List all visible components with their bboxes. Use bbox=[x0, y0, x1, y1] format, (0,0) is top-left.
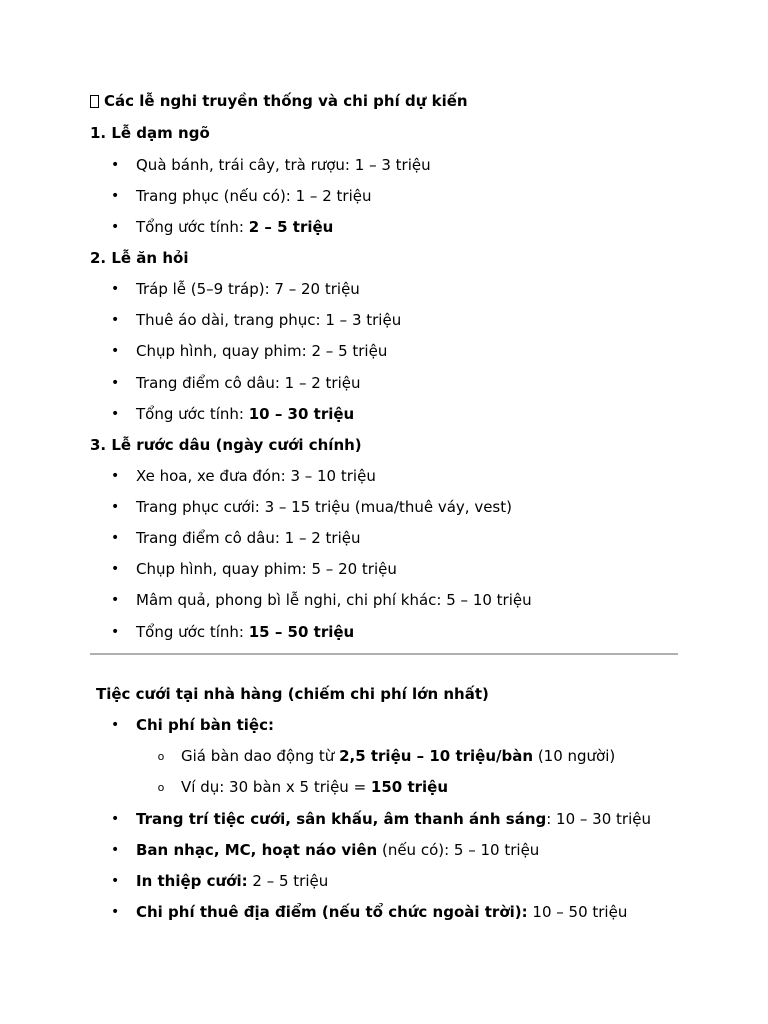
band-cost: (nếu có): 5 – 10 triệu bbox=[377, 841, 540, 859]
list-item: Quà bánh, trái cây, trà rượu: 1 – 3 triệu bbox=[136, 156, 431, 174]
band-label: Ban nhạc, MC, hoạt náo viên bbox=[136, 841, 378, 859]
example-value: 150 triệu bbox=[370, 778, 449, 796]
section-1-total bbox=[136, 217, 333, 237]
decor-label: Trang trí tiệc cưới, sân khấu, âm thanh ánh sáng bbox=[136, 810, 547, 828]
heading-text: Các lễ nghi truyền thống và chi phí dự kiến bbox=[104, 92, 468, 110]
venue-cost: 10 – 50 triệu bbox=[527, 903, 628, 921]
bullet-icon bbox=[111, 497, 119, 515]
total-label: Tổng ước tính: bbox=[136, 405, 249, 423]
section-2-title: 2. Lễ ăn hỏi bbox=[90, 249, 189, 267]
bullet-icon bbox=[111, 279, 119, 297]
bullet-icon bbox=[111, 902, 119, 920]
total-value: 10 – 30 triệu bbox=[248, 405, 355, 423]
missing-glyph-icon bbox=[90, 95, 99, 108]
invites-cost: 2 – 5 triệu bbox=[247, 872, 329, 890]
table-cost-example bbox=[181, 777, 448, 797]
venue-label: Chi phí thuê địa điểm (nếu tổ chức ngoài trời): bbox=[136, 903, 528, 921]
list-item: Thuê áo dài, trang phục: 1 – 3 triệu bbox=[136, 311, 402, 329]
reception-title: Tiệc cưới tại nhà hàng (chiếm chi phí lớn nhất) bbox=[96, 685, 489, 703]
invites-label: In thiệp cưới: bbox=[136, 872, 248, 890]
table-cost-label: Chi phí bàn tiệc: bbox=[136, 716, 274, 734]
list-item: Xe hoa, xe đưa đón: 3 – 10 triệu bbox=[136, 467, 376, 485]
total-label: Tổng ước tính: bbox=[136, 623, 249, 641]
bullet-icon bbox=[111, 622, 119, 640]
list-item: Tráp lễ (5–9 tráp): 7 – 20 triệu bbox=[136, 280, 360, 298]
range-note: (10 người) bbox=[533, 747, 616, 765]
sub-bullet-icon bbox=[157, 777, 165, 795]
section-3-title: 3. Lễ rước dâu (ngày cưới chính) bbox=[90, 436, 362, 454]
section-1-title: 1. Lễ dạm ngõ bbox=[90, 124, 210, 142]
bullet-icon bbox=[111, 871, 119, 889]
bullet-icon bbox=[111, 715, 119, 733]
bullet-icon bbox=[111, 310, 119, 328]
list-item: Trang điểm cô dâu: 1 – 2 triệu bbox=[136, 374, 361, 392]
total-value: 2 – 5 triệu bbox=[248, 218, 334, 236]
band-item bbox=[136, 840, 539, 860]
bullet-icon bbox=[111, 809, 119, 827]
list-item: Trang phục (nếu có): 1 – 2 triệu bbox=[136, 187, 372, 205]
decor-item bbox=[136, 809, 651, 829]
venue-item bbox=[136, 902, 627, 922]
bullet-icon bbox=[111, 466, 119, 484]
bullet-icon bbox=[111, 840, 119, 858]
list-item: Trang điểm cô dâu: 1 – 2 triệu bbox=[136, 529, 361, 547]
range-value: 2,5 triệu – 10 triệu/bàn bbox=[339, 747, 534, 765]
table-cost-range bbox=[181, 746, 615, 766]
horizontal-divider bbox=[90, 653, 678, 655]
list-item: Trang phục cưới: 3 – 15 triệu (mua/thuê váy, vest) bbox=[136, 498, 512, 516]
invites-item bbox=[136, 871, 328, 891]
document-heading bbox=[90, 91, 468, 111]
list-item: Chụp hình, quay phim: 2 – 5 triệu bbox=[136, 342, 388, 360]
bullet-icon bbox=[111, 373, 119, 391]
section-3-total bbox=[136, 622, 354, 642]
bullet-icon bbox=[111, 404, 119, 422]
total-value: 15 – 50 triệu bbox=[248, 623, 355, 641]
bullet-icon bbox=[111, 186, 119, 204]
decor-cost: : 10 – 30 triệu bbox=[546, 810, 651, 828]
bullet-icon bbox=[111, 590, 119, 608]
section-2-total bbox=[136, 404, 354, 424]
bullet-icon bbox=[111, 155, 119, 173]
bullet-icon bbox=[111, 528, 119, 546]
bullet-icon bbox=[111, 341, 119, 359]
sub-bullet-icon bbox=[157, 746, 165, 764]
list-item: Mâm quả, phong bì lễ nghi, chi phí khác: 5 – 10 triệu bbox=[136, 591, 532, 609]
list-item: Chụp hình, quay phim: 5 – 20 triệu bbox=[136, 560, 397, 578]
bullet-icon bbox=[111, 217, 119, 235]
example-text: Ví dụ: 30 bàn x 5 triệu = bbox=[181, 778, 371, 796]
range-text: Giá bàn dao động từ bbox=[181, 747, 340, 765]
bullet-icon bbox=[111, 559, 119, 577]
total-label: Tổng ước tính: bbox=[136, 218, 249, 236]
